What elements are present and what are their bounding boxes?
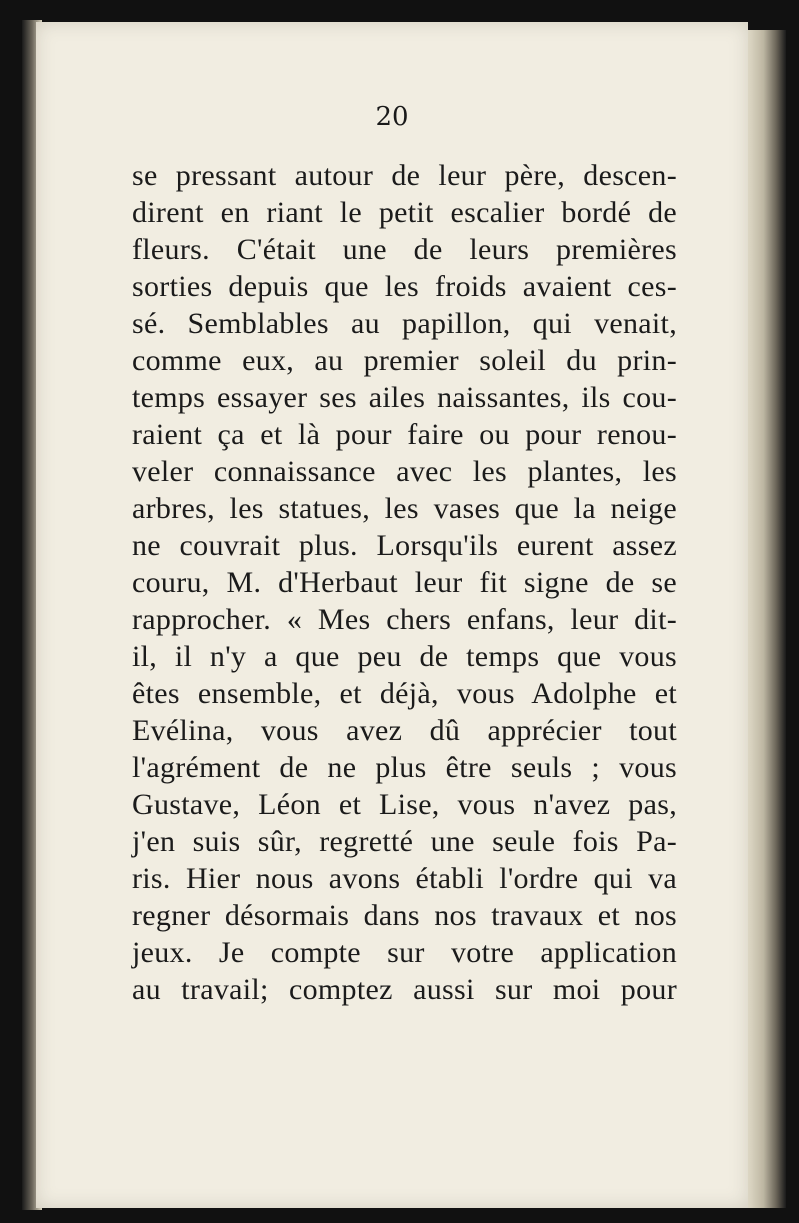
text-line: se pressant autour de leur père, descen-	[132, 159, 677, 192]
text-line: couru, M. d'Herbaut leur fit signe de se	[132, 566, 677, 599]
text-line: jeux. Je compte sur votre application	[132, 936, 677, 969]
text-line: temps essayer ses ailes naissantes, ils cou-	[132, 381, 677, 414]
text-line: il, il n'y a que peu de temps que vous	[132, 640, 677, 673]
text-line: êtes ensemble, et déjà, vous Adolphe et	[132, 677, 677, 710]
text-line: dirent en riant le petit escalier bordé de	[132, 196, 677, 229]
body-text	[132, 157, 677, 1008]
text-line: arbres, les statues, les vases que la neige	[132, 492, 677, 525]
text-line: ne couvrait plus. Lorsqu'ils eurent assez	[132, 529, 677, 562]
text-line: rapprocher. « Mes chers enfans, leur dit-	[132, 603, 677, 636]
text-line: l'agrément de ne plus être seuls ; vous	[132, 751, 677, 784]
text-line: raient ça et là pour faire ou pour renou-	[132, 418, 677, 451]
text-line: veler connaissance avec les plantes, les	[132, 455, 677, 488]
text-line: fleurs. C'était une de leurs premières	[132, 233, 677, 266]
text-line: regner désormais dans nos travaux et nos	[132, 899, 677, 932]
page-number: 20	[375, 102, 409, 132]
text-line: sorties depuis que les froids avaient ces-	[132, 270, 677, 303]
text-line: sé. Semblables au papillon, qui venait,	[132, 307, 677, 340]
text-line: Gustave, Léon et Lise, vous n'avez pas,	[132, 788, 677, 821]
book-page	[36, 22, 748, 1208]
text-line: comme eux, au premier soleil du prin-	[132, 344, 677, 377]
text-line: j'en suis sûr, regretté une seule fois Pa-	[132, 825, 677, 858]
text-line: ris. Hier nous avons établi l'ordre qui va	[132, 862, 677, 895]
text-line: Evélina, vous avez dû apprécier tout	[132, 714, 677, 747]
text-line: au travail; comptez aussi sur moi pour	[132, 973, 677, 1006]
